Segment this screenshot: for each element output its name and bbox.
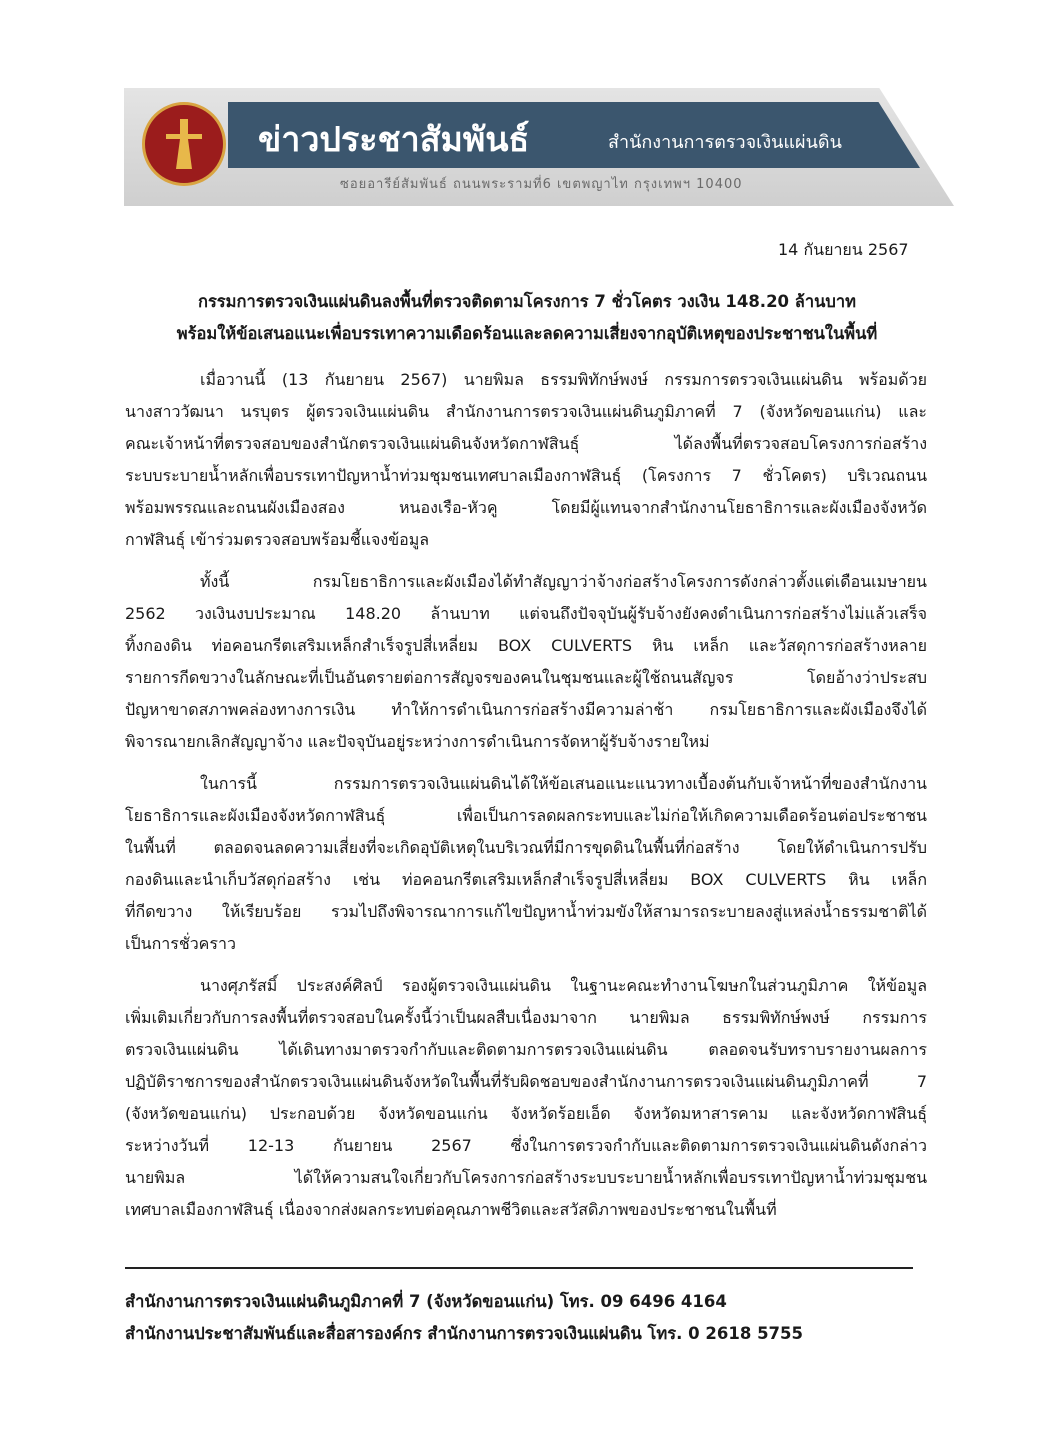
paragraph-line: ระบบระบายน้ำหลักเพื่อบรรเทาปัญหาน้ำท่วมชุมชนเทศบาลเมืองกาฬสินธุ์ (โครงการ 7 ชั่วโคตร) บริเวณถนน <box>125 466 927 485</box>
paragraph-line: ปัญหาขาดสภาพคล่องทางการเงิน ทำให้การดำเนินการก่อสร้างมีความล่าช้า กรมโยธาธิการและผังเมืองจึงได้ <box>125 700 927 719</box>
header-title: ข่าวประชาสัมพันธ์ <box>258 120 530 160</box>
paragraph-line: เทศบาลเมืองกาฬสินธุ์ เนื่องจากส่งผลกระทบต่อคุณภาพชีวิตและสวัสดิภาพของประชาชนในพื้นที่ <box>125 1200 777 1219</box>
paragraph-line: พิจารณายกเลิกสัญญาจ้าง และปัจจุบันอยู่ระหว่างการดำเนินการจัดหาผู้รับจ้างรายใหม่ <box>125 732 710 751</box>
paragraph-line: คณะเจ้าหน้าที่ตรวจสอบของสำนักตรวจเงินแผ่นดินจังหวัดกาฬสินธุ์ ได้ลงพื้นที่ตรวจสอบโครงการก่อสร้าง <box>125 434 927 453</box>
paragraph-line: โยธาธิการและผังเมืองจังหวัดกาฬสินธุ์ เพื่อเป็นการลดผลกระทบและไม่ก่อให้เกิดความเดือดร้อนต่อประชาชน <box>125 806 927 825</box>
paragraph-line: เพิ่มเติมเกี่ยวกับการลงพื้นที่ตรวจสอบในครั้งนี้ว่าเป็นผลสืบเนื่องมาจาก นายพิมล ธรรมพิทักษ์พงษ์ กรรมการ <box>125 1008 927 1027</box>
paragraph-line: เป็นการชั่วคราว <box>125 934 236 953</box>
paragraph <box>125 566 927 758</box>
header-address: ซอยอารีย์สัมพันธ์ ถนนพระรามที่6 เขตพญาไท กรุงเทพฯ 10400 <box>340 177 743 192</box>
paragraph-line: กาฬสินธุ์ เข้าร่วมตรวจสอบพร้อมชี้แจงข้อมูล <box>125 530 430 549</box>
paragraph <box>125 768 927 960</box>
paragraph-line: ทั้งนี้ กรมโยธาธิการและผังเมืองได้ทำสัญญาว่าจ้างก่อสร้างโครงการดังกล่าวตั้งแต่เดือนเมษายน <box>200 572 927 591</box>
paragraph-line: นางสาววัฒนา นรบุตร ผู้ตรวจเงินแผ่นดิน สำนักงานการตรวจเงินแผ่นดินภูมิภาคที่ 7 (จังหวัดขอนแก่น) และ <box>125 402 927 421</box>
paragraph <box>125 364 927 556</box>
footer-contact-1: สำนักงานการตรวจเงินแผ่นดินภูมิภาคที่ 7 (จังหวัดขอนแก่น) โทร. 09 6496 4164 <box>125 1292 727 1311</box>
oag-logo <box>142 102 226 186</box>
headline-line-1: กรรมการตรวจเงินแผ่นดินลงพื้นที่ตรวจติดตามโครงการ 7 ชั่วโคตร วงเงิน 148.20 ล้านบาท <box>197 292 857 311</box>
paragraph-line: กองดินและนำเก็บวัสดุก่อสร้าง เช่น ท่อคอนกรีตเสริมเหล็กสำเร็จรูปสี่เหลี่ยม BOX CULVERTS หิน เหล็ก <box>125 870 927 889</box>
paragraph-line: ระหว่างวันที่ 12-13 กันยายน 2567 ซึ่งในการตรวจกำกับและติดตามการตรวจเงินแผ่นดินดังกล่าว <box>125 1136 927 1155</box>
paragraph-line: ในพื้นที่ ตลอดจนลดความเสี่ยงที่จะเกิดอุบัติเหตุในบริเวณที่มีการขุดดินในพื้นที่ก่อสร้าง โดยให้ดำเนินการปรับ <box>125 838 927 857</box>
paragraph-line: รายการกีดขวางในลักษณะที่เป็นอันตรายต่อการสัญจรของคนในชุมชนและผู้ใช้ถนนสัญจร โดยอ้างว่าประสบ <box>125 668 927 687</box>
paragraph <box>125 970 927 1226</box>
paragraph-line: พร้อมพรรณและถนนผังเมืองสอง หนองเรือ-หัวคู โดยมีผู้แทนจากสำนักงานโยธาธิการและผังเมืองจังหวัด <box>125 498 927 517</box>
paragraph-line: ในการนี้ กรรมการตรวจเงินแผ่นดินได้ให้ข้อเสนอแนะแนวทางเบื้องต้นกับเจ้าหน้าที่ของสำนักงาน <box>200 774 927 793</box>
article-body <box>125 364 927 1236</box>
paragraph-line: ปฏิบัติราชการของสำนักตรวจเงินแผ่นดินจังหวัดในพื้นที่รับผิดชอบของสำนักงานการตรวจเงินแผ่นดินภูมิภาคที่ 7 <box>125 1072 927 1091</box>
release-date: 14 กันยายน 2567 <box>778 240 909 259</box>
paragraph-line: นายพิมล ได้ให้ความสนใจเกี่ยวกับโครงการก่อสร้างระบบระบายน้ำหลักเพื่อบรรเทาปัญหาน้ำท่วมชุมชน <box>125 1168 927 1187</box>
paragraph-line: นางศุภรัสมิ์ ประสงค์ศิลป์ รองผู้ตรวจเงินแผ่นดิน ในฐานะคณะทำงานโฆษกในส่วนภูมิภาค ให้ข้อมูล <box>200 976 927 995</box>
footer-contact-2: สำนักงานประชาสัมพันธ์และสื่อสารองค์กร สำนักงานการตรวจเงินแผ่นดิน โทร. 0 2618 5755 <box>125 1324 803 1343</box>
paragraph-line: ตรวจเงินแผ่นดิน ได้เดินทางมาตรวจกำกับและติดตามการตรวจเงินแผ่นดิน ตลอดจนรับทราบรายงานผลการ <box>125 1040 927 1059</box>
paragraph-line: ที่กีดขวาง ให้เรียบร้อย รวมไปถึงพิจารณาการแก้ไขปัญหาน้ำท่วมขังให้สามารถระบายลงสู่แหล่งน้ำธรรมชาติได้ <box>125 902 927 921</box>
headline-line-2: พร้อมให้ข้อเสนอแนะเพื่อบรรเทาความเดือดร้อนและลดความเสี่ยงจากอุบัติเหตุของประชาชนในพื้นที่ <box>176 324 878 343</box>
paragraph-line: ทิ้งกองดิน ท่อคอนกรีตเสริมเหล็กสำเร็จรูปสี่เหลี่ยม BOX CULVERTS หิน เหล็ก และวัสดุการก่อสร้างหลาย <box>125 636 927 655</box>
footer-divider <box>125 1267 913 1269</box>
paragraph-line: (จังหวัดขอนแก่น) ประกอบด้วย จังหวัดขอนแก่น จังหวัดร้อยเอ็ด จังหวัดมหาสารคาม และจังหวัดกาฬสินธุ์ <box>125 1104 927 1123</box>
paragraph-line: เมื่อวานนี้ (13 กันยายน 2567) นายพิมล ธรรมพิทักษ์พงษ์ กรรมการตรวจเงินแผ่นดิน พร้อมด้วย <box>200 370 927 389</box>
header-subtitle: สำนักงานการตรวจเงินแผ่นดิน <box>608 132 842 153</box>
scales-emblem-icon <box>164 119 204 169</box>
paragraph-line: 2562 วงเงินงบประมาณ 148.20 ล้านบาท แต่จนถึงปัจจุบันผู้รับจ้างยังคงดำเนินการก่อสร้างไม่แล้วเสร็จ <box>125 604 927 623</box>
